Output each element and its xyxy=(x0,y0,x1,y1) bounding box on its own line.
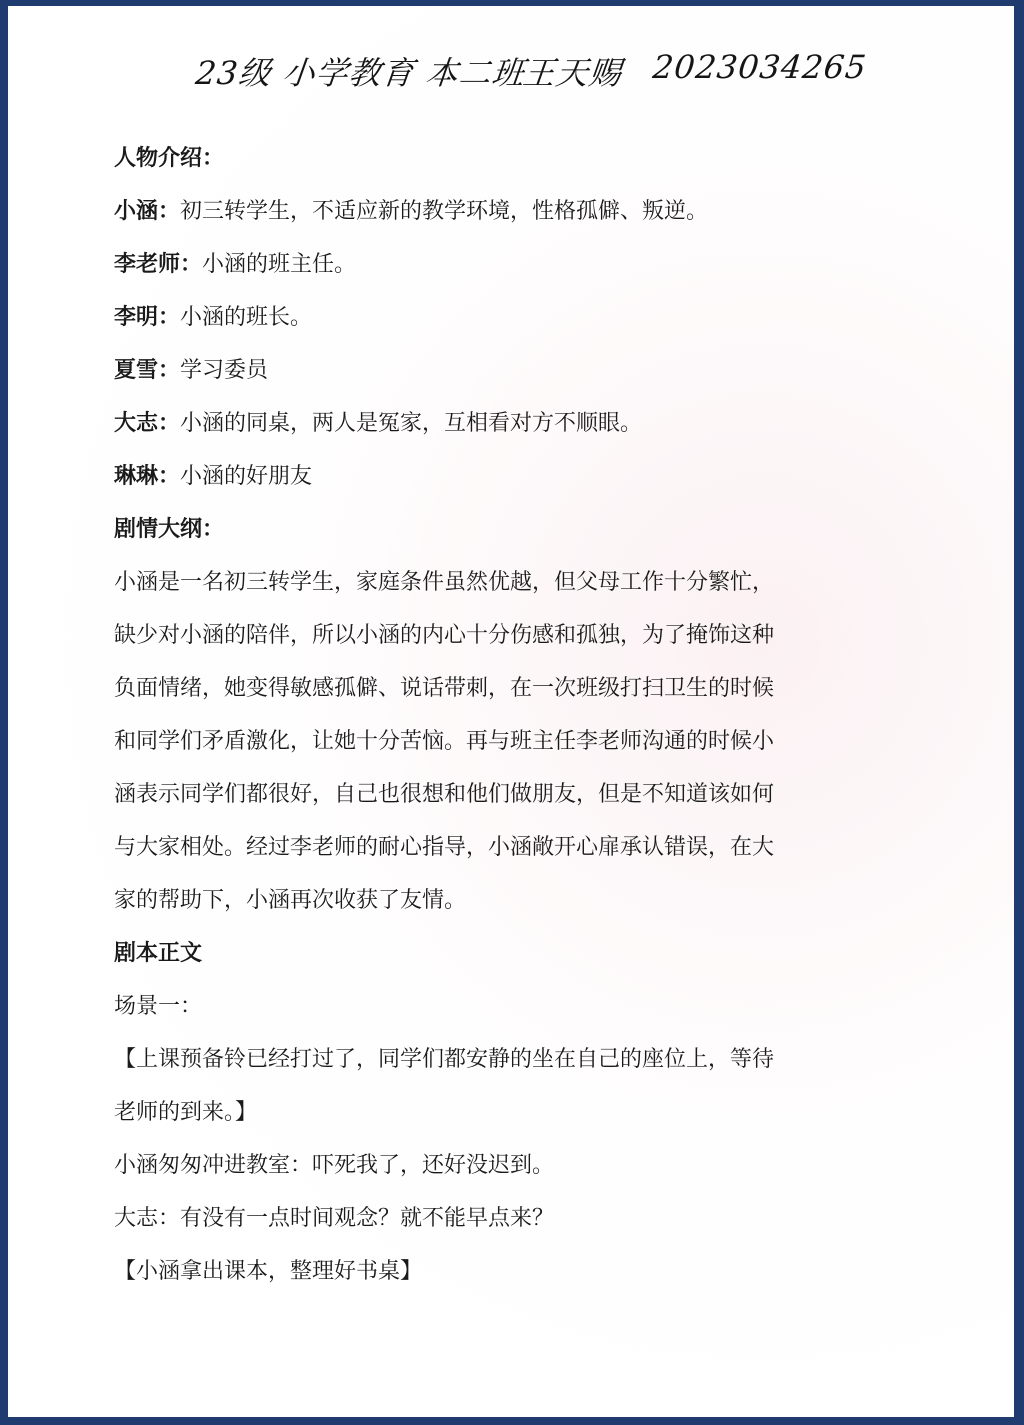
character-entry xyxy=(114,397,874,450)
script-line: 大志：有没有一点时间观念？就不能早点来？ xyxy=(114,1206,555,1231)
synopsis-line: 负面情绪，她变得敏感孤僻、说话带刺，在一次班级打扫卫生的时候 xyxy=(114,676,775,701)
synopsis-line: 缺少对小涵的陪伴，所以小涵的内心十分伤感和孤独，为了掩饰这种 xyxy=(114,623,775,648)
character-entry xyxy=(114,291,874,344)
synopsis-heading: 剧情大纲： xyxy=(114,517,225,542)
synopsis-line: 涵表示同学们都很好，自己也很想和他们做朋友，但是不知道该如何 xyxy=(114,782,775,807)
student-name: 王天赐 xyxy=(520,54,624,92)
script-heading: 剧本正文 xyxy=(114,941,203,966)
character-desc: 学习委员 xyxy=(180,358,269,383)
class-info: 23级 小学教育 本二班 xyxy=(193,54,527,92)
synopsis-line: 家的帮助下，小涵再次收获了友情。 xyxy=(114,888,467,913)
script-line: 【上课预备铃已经打过了，同学们都安静的坐在自己的座位上，等待 xyxy=(114,1047,775,1072)
character-desc: 小涵的同桌，两人是冤家，互相看对方不顺眼。 xyxy=(180,411,643,436)
character-desc: 初三转学生，不适应新的教学环境，性格孤僻、叛逆。 xyxy=(180,199,709,224)
script-line: 场景一： xyxy=(114,994,203,1019)
character-name: 李明： xyxy=(114,305,181,330)
character-desc: 小涵的班长。 xyxy=(180,305,313,330)
script-line: 【小涵拿出课本，整理好书桌】 xyxy=(114,1259,423,1284)
synopsis-line: 小涵是一名初三转学生，家庭条件虽然优越，但父母工作十分繁忙， xyxy=(114,570,775,595)
handwritten-header xyxy=(8,36,1024,106)
character-entry xyxy=(114,185,874,238)
script-line: 老师的到来。】 xyxy=(114,1100,258,1125)
character-desc: 小涵的班主任。 xyxy=(202,252,357,277)
script-line: 小涵匆匆冲进教室：吓死我了，还好没迟到。 xyxy=(114,1153,555,1178)
character-name: 小涵： xyxy=(114,199,181,224)
character-name: 夏雪： xyxy=(114,358,181,383)
character-name: 琳琳： xyxy=(114,464,181,489)
synopsis-line: 与大家相处。经过李老师的耐心指导，小涵敞开心扉承认错误，在大 xyxy=(114,835,775,860)
character-entry xyxy=(114,344,874,397)
characters-heading: 人物介绍： xyxy=(114,146,225,171)
character-name: 大志： xyxy=(114,411,181,436)
document-body xyxy=(114,132,874,1298)
student-id: 2023034265 xyxy=(651,48,869,86)
character-entry xyxy=(114,450,874,503)
synopsis-line: 和同学们矛盾激化，让她十分苦恼。再与班主任李老师沟通的时候小 xyxy=(114,729,775,754)
character-desc: 小涵的好朋友 xyxy=(180,464,313,489)
character-name: 李老师： xyxy=(114,252,203,277)
character-entry xyxy=(114,238,874,291)
